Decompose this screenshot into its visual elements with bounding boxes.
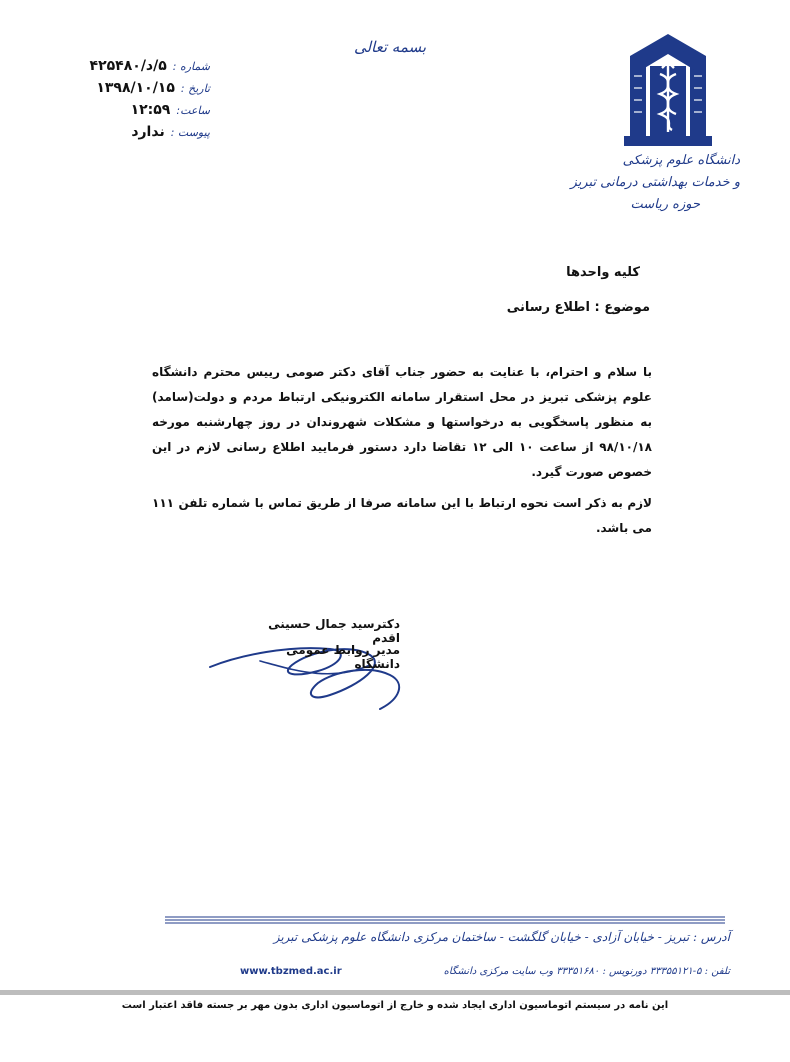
- footer-gray-bar: [0, 990, 790, 995]
- university-logo-icon: [620, 32, 716, 150]
- university-name: [560, 150, 740, 216]
- signature-title: مدیر روابط عمومی دانشگاه: [286, 643, 400, 671]
- letter-body: [152, 360, 652, 541]
- university-name-line3: حوزه ریاست: [630, 197, 700, 212]
- university-name-line1: دانشگاه علوم پزشکی: [622, 153, 740, 168]
- meta-date-value: ۱۳۹۸/۱۰/۱۵: [96, 80, 175, 96]
- meta-attachment-label: پیوست :: [170, 126, 210, 139]
- signature-name: دکترسید جمال حسینی اقدم: [268, 617, 400, 645]
- letter-paragraph-2: لازم به ذکر است نحوه ارتباط با این سامانه صرفا از طریق تماس با شماره تلفن ۱۱۱ می باشد.: [152, 496, 652, 535]
- footer-contact-row: [240, 966, 730, 984]
- letter-recipient: کلیه واحدها: [566, 265, 640, 280]
- meta-time-label: ساعت:: [176, 104, 210, 117]
- meta-attachment-value: ندارد: [131, 124, 165, 140]
- meta-number-row: [60, 58, 210, 80]
- letter-paragraph-1: با سلام و احترام، با عنایت به حضور جناب آقای دکتر صومی رییس محترم دانشگاه علوم پزشکی تبریز در محل استقرار سامانه الکترونیکی ارتباط مردم و دولت(سامد) به منظور پاسخگویی به درخواستها و مشکلات شهروندان در روز چهارشنبه مورخه ۹۸/۱۰/۱۸ از ساعت ۱۰ الی ۱۲ تقاضا دارد دستور فرمایید اطلاع رسانی لازم در این خصوص صورت گیرد.: [152, 365, 652, 479]
- footer-contact: تلفن : ۵-۳۳۳۵۵۱۲۱ دورنویس : ۳۳۳۵۱۶۸۰ وب سایت مرکزی دانشگاه: [443, 966, 730, 977]
- footer-address: آدرس : تبریز - خیابان آزادی - خیابان گلگشت - ساختمان مرکزی دانشگاه علوم پزشکی تبریز: [273, 930, 730, 944]
- letter-meta: [60, 58, 210, 146]
- meta-date-row: [60, 80, 210, 102]
- meta-attachment-row: [60, 124, 210, 146]
- bismillah: بسمه تعالی: [353, 38, 427, 56]
- meta-number-label: شماره :: [172, 60, 210, 73]
- automation-note: این نامه در سیستم اتوماسیون اداری ایجاد شده و خارج از اتوماسیون اداری بدون مهر بر جسته فاقد اعتبار است: [121, 1000, 669, 1011]
- meta-time-value: ۱۲:۵۹: [130, 102, 171, 118]
- university-name-line2: و خدمات بهداشتی درمانی تبریز: [570, 175, 740, 190]
- letter-subject: موضوع : اطلاع رسانی: [506, 300, 650, 315]
- meta-date-label: تاریخ :: [180, 82, 210, 95]
- footer-website: www.tbzmed.ac.ir: [240, 966, 342, 977]
- footer-divider: [165, 915, 725, 925]
- meta-number-value: ۵/د/۴۲۵۴۸۰: [89, 58, 167, 74]
- meta-time-row: [60, 102, 210, 124]
